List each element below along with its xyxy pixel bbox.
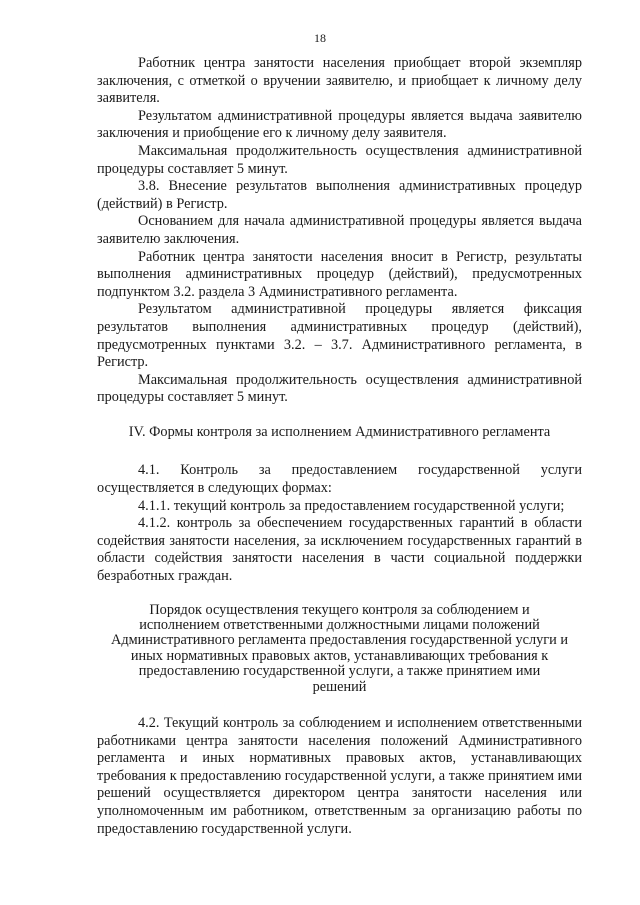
page-number: 18 <box>314 31 326 45</box>
paragraph-result-issue: Результатом административной процедуры является выдача заявителю заключения и приобщение его к личному делу заявителя. <box>97 107 582 142</box>
paragraph-register-entry: Работник центра занятости населения вносит в Регистр, результаты выполнения административных процедур (действий), предусмотренных подпунктом 3.2. раздела 3 Административного регламента. <box>97 248 582 300</box>
paragraph-4-1: 4.1. Контроль за предоставлением государственной услуги осуществляется в следующих формах: <box>97 462 582 497</box>
paragraph-issue-copy: Работник центра занятости населения приобщает второй экземпляр заключения, с отметкой о вручении заявителю, и приобщает к личному делу заявителя. <box>97 55 582 107</box>
subsection-heading: Порядок осуществления текущего контроля за соблюдением и исполнением ответственными должностными лицами положений Административного регламента предоставления государственной услуги и иных нормативных правовых актов, устанавливающих требования к предоставлению государственной услуги, а также принятием ими решений <box>111 601 568 695</box>
paragraph-3-8: 3.8. Внесение результатов выполнения административных процедур (действий) в Регистр. <box>97 178 582 212</box>
paragraph-4-1-1: 4.1.1. текущий контроль за предоставлением государственной услуги; <box>138 497 565 514</box>
paragraph-4-2: 4.2. Текущий контроль за соблюдением и исполнением ответственными работниками центра занятости населения положений Административного регламента и иных нормативных правовых актов, устанавливающих требования к предоставлению государственной услуги, а также принятием ими решений осуществляется директором центра занятости населения или уполномоченным им работником, ответственным за организацию работы по предоставлению государственной услуги. <box>97 715 582 837</box>
paragraph-basis: Основанием для начала административной процедуры является выдача заявителю заключения. <box>97 213 582 247</box>
section-heading: IV. Формы контроля за исполнением Административного регламента <box>128 423 551 440</box>
document-body <box>97 55 582 838</box>
paragraph-max-duration: Максимальная продолжительность осуществления административной процедуры составляет 5 минут. <box>97 142 582 177</box>
paragraph-4-1-2: 4.1.2. контроль за обеспечением государственных гарантий в области содействия занятости населения, за исключением государственных гарантий в области содействия занятости населения в части социальной поддержки безработных граждан. <box>97 515 582 585</box>
paragraph-result-fixation: Результатом административной процедуры является фиксация результатов выполнения административных процедур (действий), предусмотренных пунктами 3.2. – 3.7. Административного регламента, в Регистр. <box>97 301 582 371</box>
paragraph-max-duration-2: Максимальная продолжительность осуществления административной процедуры составляет 5 минут. <box>97 371 582 406</box>
